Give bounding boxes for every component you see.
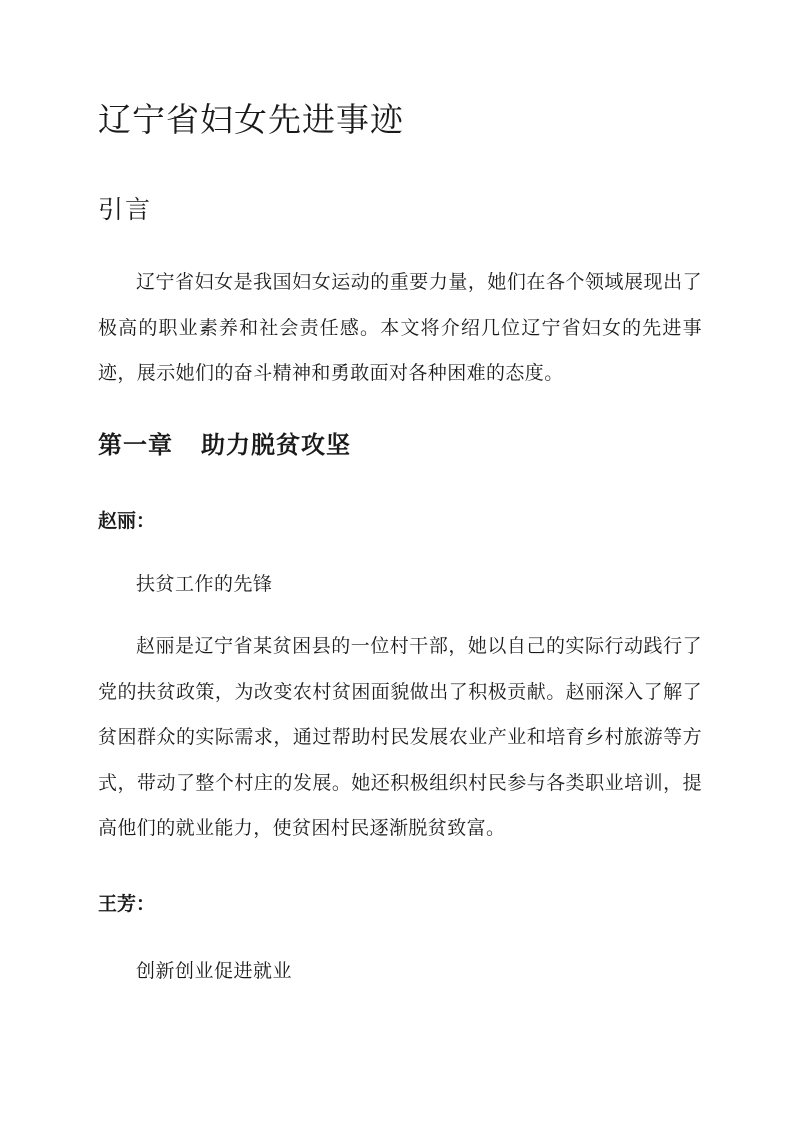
chapter-title: 助力脱贫攻坚 xyxy=(201,430,351,459)
chapter-heading xyxy=(98,425,351,465)
intro-heading: 引言 xyxy=(98,195,153,224)
person-subtitle-zhao-li: 扶贫工作的先锋 xyxy=(136,573,273,595)
document-title: 辽宁省妇女先进事迹 xyxy=(98,100,404,139)
intro-paragraph: 辽宁省妇女是我国妇女运动的重要力量，她们在各个领域展现出了极高的职业素养和社会责任感。本文将介绍几位辽宁省妇女的先进事迹，展示她们的奋斗精神和勇敢面对各种困难的态度。 xyxy=(98,271,702,384)
person-paragraph-zhao-li: 赵丽是辽宁省某贫困县的一位村干部，她以自己的实际行动践行了党的扶贫政策，为改变农村贫困面貌做出了积极贡献。赵丽深入了解了贫困群众的实际需求，通过帮助村民发展农业产业和培育乡村旅游等方式，带动了整个村庄的发展。她还积极组织村民参与各类职业培训，提高他们的就业能力，使贫困村民逐渐脱贫致富。 xyxy=(98,635,702,839)
person-name-zhao-li: 赵丽： xyxy=(98,510,156,532)
person-name-wang-fang: 王芳： xyxy=(98,893,156,915)
chapter-number: 第一章 xyxy=(98,430,173,459)
person-subtitle-wang-fang: 创新创业促进就业 xyxy=(136,960,293,982)
